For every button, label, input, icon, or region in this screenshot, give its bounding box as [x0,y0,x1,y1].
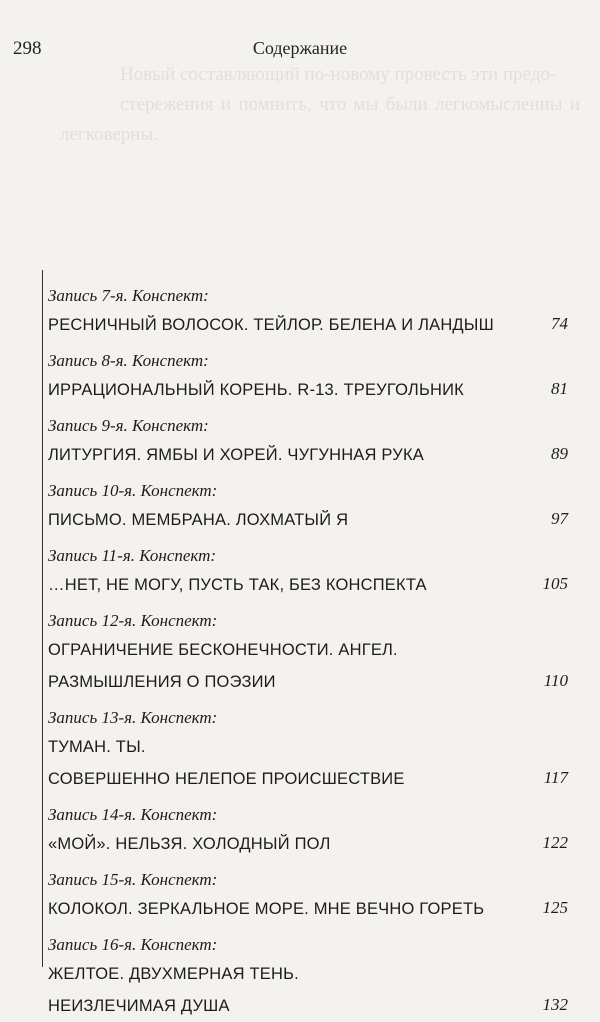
entry-title: ЛИТУРГИЯ. ЯМБЫ И ХОРЕЙ. ЧУГУННАЯ РУКА [48,446,424,464]
entry-title-line: СОВЕРШЕННО НЕЛЕПОЕ ПРОИСШЕСТВИЕ [48,770,405,788]
entry-title: ИРРАЦИОНАЛЬНЫЙ КОРЕНЬ. R-13. ТРЕУГОЛЬНИК [48,381,464,399]
table-of-contents [48,276,568,1022]
page-number: 298 [13,38,42,59]
toc-entry[interactable] [48,471,568,536]
entry-label: Запись 15-я. Конспект: [48,870,218,889]
entry-label: Запись 7-я. Конспект: [48,286,209,305]
entry-title-line: ЖЕЛТОЕ. ДВУХМЕРНАЯ ТЕНЬ. [48,965,299,983]
toc-entry[interactable] [48,276,568,341]
entry-page-number: 122 [542,833,568,852]
toc-entry[interactable] [48,341,568,406]
toc-entry[interactable] [48,795,568,860]
entry-label: Запись 9-я. Конспект: [48,416,209,435]
entry-title-line: НЕИЗЛЕЧИМАЯ ДУША [48,997,230,1015]
entry-title-line: ОГРАНИЧЕНИЕ БЕСКОНЕЧНОСТИ. АНГЕЛ. [48,641,398,659]
bleed-through-text: Новый составляющий по-новому провесть эти предо- стережения и помнить, что мы были легкомысленны и легковерны. [60,64,580,145]
entry-label: Запись 10-я. Конспект: [48,481,218,500]
entry-label: Запись 12-я. Конспект: [48,611,218,630]
entry-page-number: 132 [542,995,568,1014]
entry-label: Запись 13-я. Конспект: [48,708,218,727]
toc-entry[interactable] [48,925,568,1022]
entry-label: Запись 14-я. Конспект: [48,805,218,824]
entry-page-number: 97 [551,509,568,528]
entry-page-number: 105 [542,574,568,593]
toc-entry[interactable] [48,536,568,601]
entry-page-number: 81 [551,379,568,398]
toc-left-rule [42,270,43,967]
entry-label: Запись 8-я. Конспект: [48,351,209,370]
entry-page-number: 110 [543,671,568,690]
entry-title [48,634,503,698]
entry-title: РЕСНИЧНЫЙ ВОЛОСОК. ТЕЙЛОР. БЕЛЕНА И ЛАНДЫШ [48,316,494,334]
entry-page-number: 117 [543,768,568,787]
entry-title: «МОЙ». НЕЛЬЗЯ. ХОЛОДНЫЙ ПОЛ [48,835,331,853]
entry-title-line: РАЗМЫШЛЕНИЯ О ПОЭЗИИ [48,673,276,691]
entry-page-number: 125 [542,898,568,917]
toc-entry[interactable] [48,406,568,471]
entry-title [48,958,503,1022]
entry-title: …НЕТ, НЕ МОГУ, ПУСТЬ ТАК, БЕЗ КОНСПЕКТА [48,576,427,594]
entry-title [48,731,503,795]
entry-title: ПИСЬМО. МЕМБРАНА. ЛОХМАТЫЙ Я [48,511,349,529]
toc-entry[interactable] [48,698,568,795]
entry-title-line: ТУМАН. ТЫ. [48,738,146,756]
entry-page-number: 74 [551,314,568,333]
entry-title: КОЛОКОЛ. ЗЕРКАЛЬНОЕ МОРЕ. МНЕ ВЕЧНО ГОРЕТЬ [48,900,485,918]
toc-entry[interactable] [48,601,568,698]
toc-entry[interactable] [48,860,568,925]
entry-page-number: 89 [551,444,568,463]
entry-label: Запись 16-я. Конспект: [48,935,218,954]
entry-label: Запись 11-я. Конспект: [48,546,217,565]
running-head: Содержание [252,38,348,58]
